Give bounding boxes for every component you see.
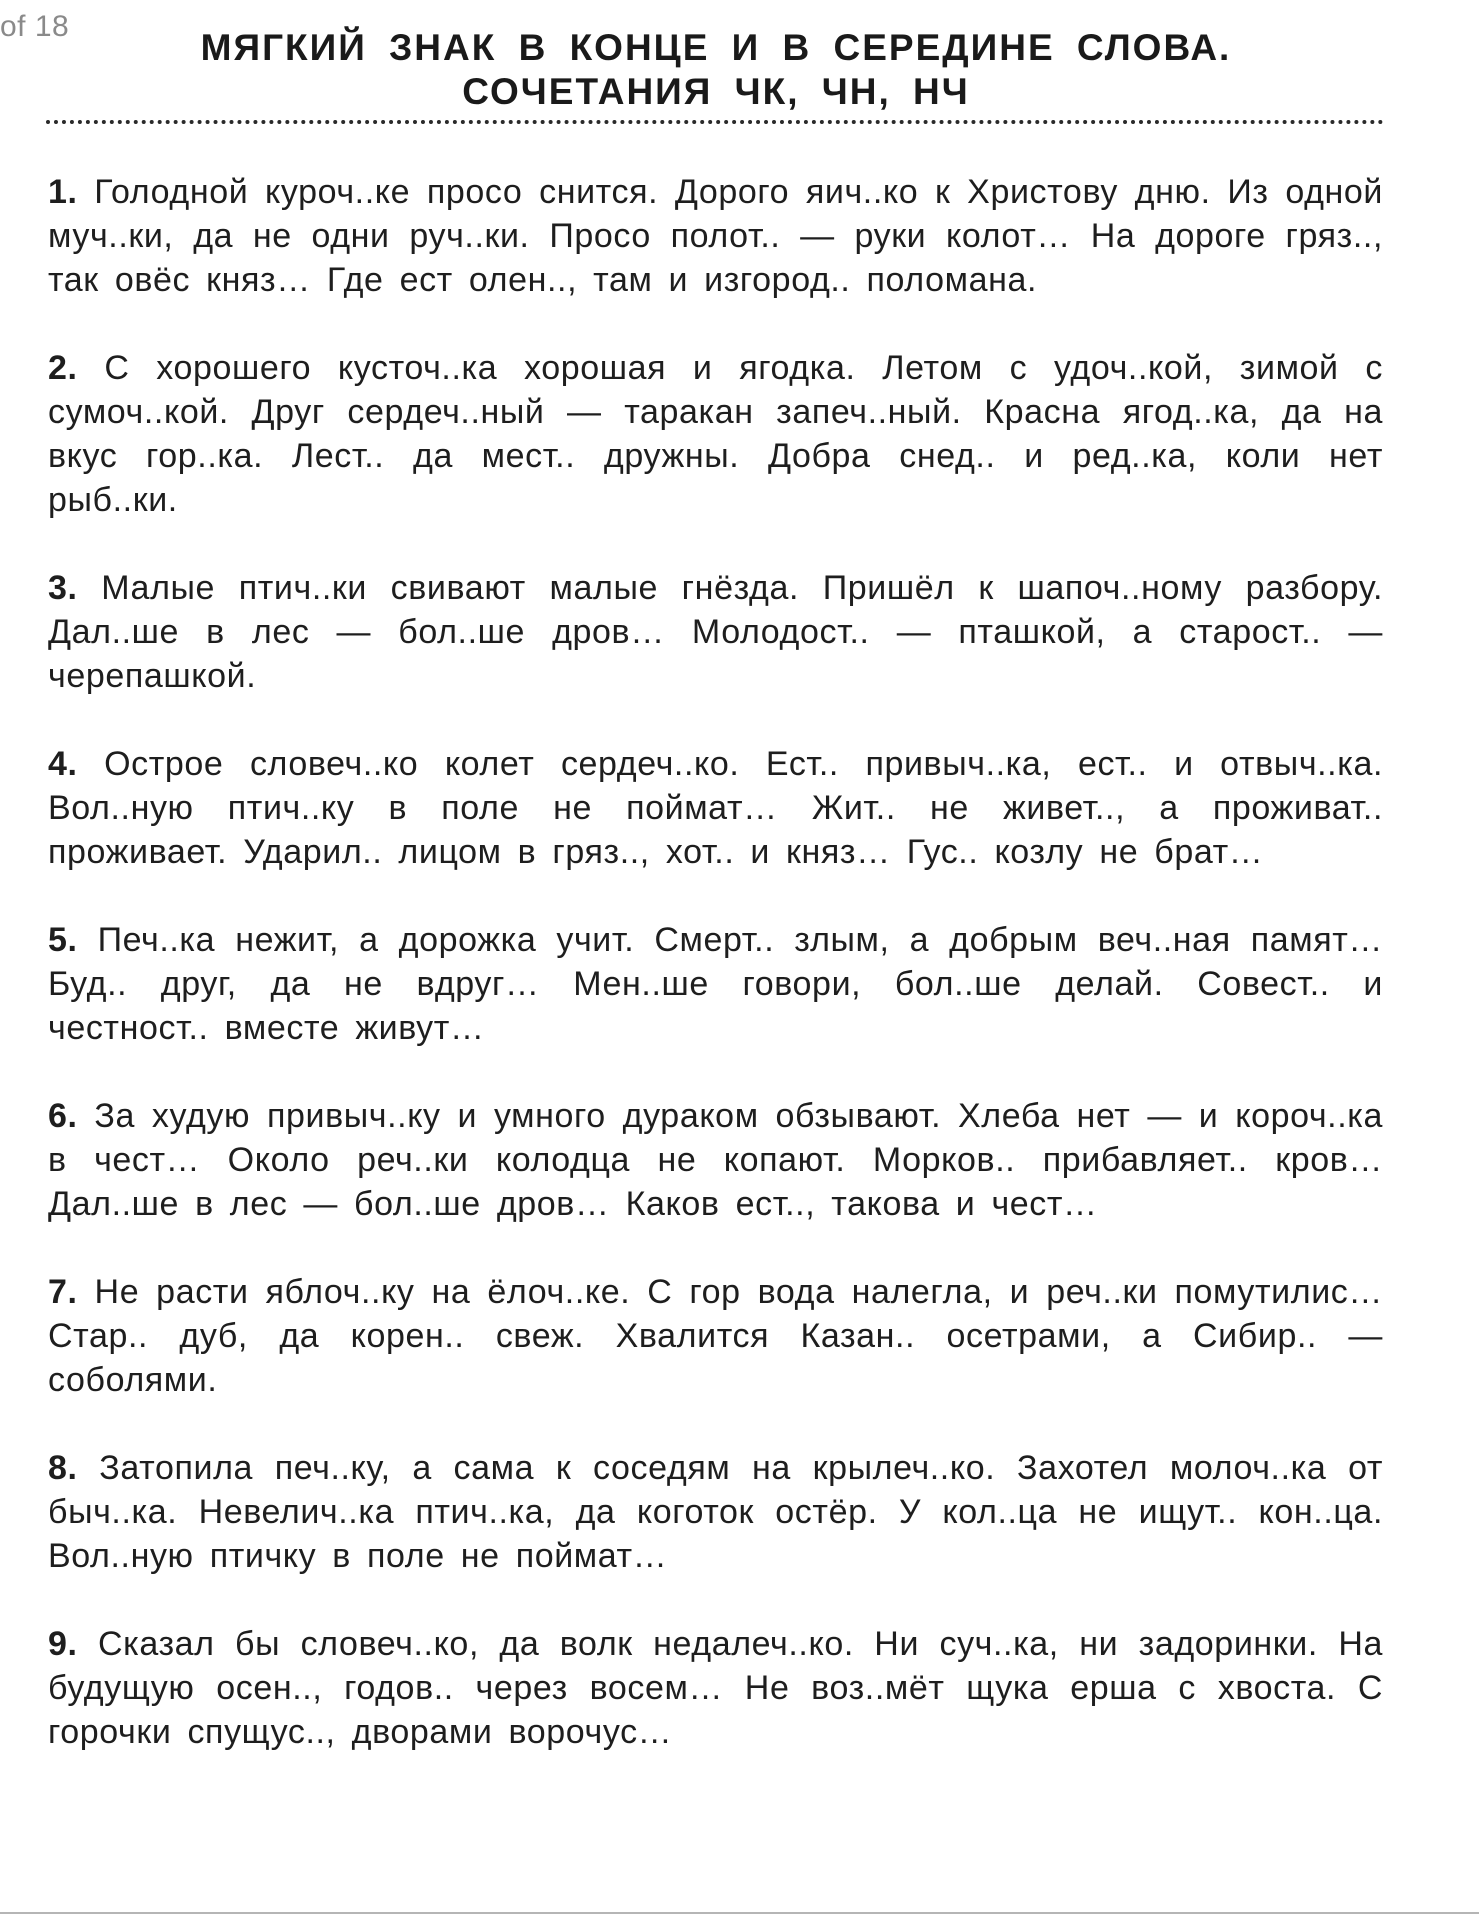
exercise-number: 3. — [48, 569, 78, 607]
exercise-number: 8. — [48, 1449, 78, 1487]
exercise-1 — [48, 170, 1383, 302]
exercise-text: Затопила печ..ку, а сама к соседям на крылеч..ко. Захотел молоч..ка от быч..ка. Невелич..ка птич..ка, да коготок остёр. У кол..ца не ищут.. кон..ца. Вол..ную птичку в поле не поймат… — [48, 1449, 1384, 1575]
exercise-7 — [48, 1270, 1383, 1402]
exercise-8 — [48, 1446, 1383, 1578]
title-line-1: МЯГКИЙ ЗНАК В КОНЦЕ И В СЕРЕДИНЕ СЛОВА. — [200, 27, 1232, 68]
exercise-number: 6. — [48, 1097, 78, 1135]
exercise-text: Не расти яблоч..ку на ёлоч..ке. С гор вода налегла, и реч..ки помутилис… Стар.. дуб, да корен.. свеж. Хвалится Казан.. осетрами, а Сибир.. — соболями. — [48, 1273, 1383, 1399]
exercise-9 — [48, 1622, 1383, 1754]
exercise-number: 9. — [48, 1625, 78, 1663]
exercise-number: 2. — [48, 349, 78, 387]
page-indicator: of 18 — [0, 10, 70, 43]
exercise-5 — [48, 918, 1383, 1050]
exercise-text: Сказал бы словеч..ко, да волк недалеч..ко. Ни суч..ка, ни задоринки. На будущую осен.., годов.. через восем… Не воз..мёт щука ерша с хвоста. С горочки спущус.., дворами ворочус… — [48, 1625, 1383, 1751]
exercise-text: Острое словеч..ко колет сердеч..ко. Ест.. привыч..ка, ест.. и отвыч..ка. Вол..ную птич..ку в поле не поймат… Жит.. не живет.., а проживат.. проживает. Ударил.. лицом в гряз.., хот.. и княз… Гус.. козлу не брат… — [48, 745, 1383, 871]
exercise-number: 4. — [48, 745, 78, 783]
exercise-2 — [48, 346, 1383, 522]
exercise-list — [48, 170, 1383, 1754]
exercise-text: Печ..ка нежит, а дорожка учит. Смерт.. злым, а добрым веч..ная памят… Буд.. друг, да не вдруг… Мен..ше говори, бол..ше делай. Совест.. и честност.. вместе живут… — [48, 921, 1384, 1047]
exercise-text: С хорошего кусточ..ка хорошая и ягодка. Летом с удоч..кой, зимой с сумоч..кой. Друг сердеч..ный — таракан запеч..ный. Красна ягод..ка, да на вкус гор..ка. Лест.. да мест.. дружны. Добра снед.. и ред..ка, коли нет рыб..ки. — [48, 349, 1384, 519]
dotted-divider — [46, 120, 1384, 124]
exercise-number: 1. — [48, 173, 78, 211]
exercise-number: 7. — [48, 1273, 78, 1311]
exercise-text: Голодной куроч..ке просо снится. Дорого яич..ко к Христову дню. Из одной муч..ки, да не одни руч..ки. Просо полот.. — руки колот… На дороге гряз.., так овёс княз… Где ест олен.., там и изгород.. поломана. — [48, 173, 1383, 299]
title-line-2: СОЧЕТАНИЯ ЧК, ЧН, НЧ — [462, 71, 970, 112]
exercise-6 — [48, 1094, 1383, 1226]
page-bottom-edge — [0, 1912, 1479, 1914]
exercise-number: 5. — [48, 921, 78, 959]
exercise-text: За худую привыч..ку и умного дураком обзывают. Хлеба нет — и короч..ка в чест… Около реч..ки колодца не копают. Морков.. прибавляет.. кров… Дал..ше в лес — бол..ше дров… Каков ест.., такова и чест… — [48, 1097, 1383, 1223]
page-title — [46, 26, 1386, 114]
exercise-4 — [48, 742, 1383, 874]
exercise-text: Малые птич..ки свивают малые гнёзда. Пришёл к шапоч..ному разбору. Дал..ше в лес — бол..ше дров… Молодост.. — пташкой, а старост.. — черепашкой. — [48, 569, 1383, 695]
exercise-3 — [48, 566, 1383, 698]
